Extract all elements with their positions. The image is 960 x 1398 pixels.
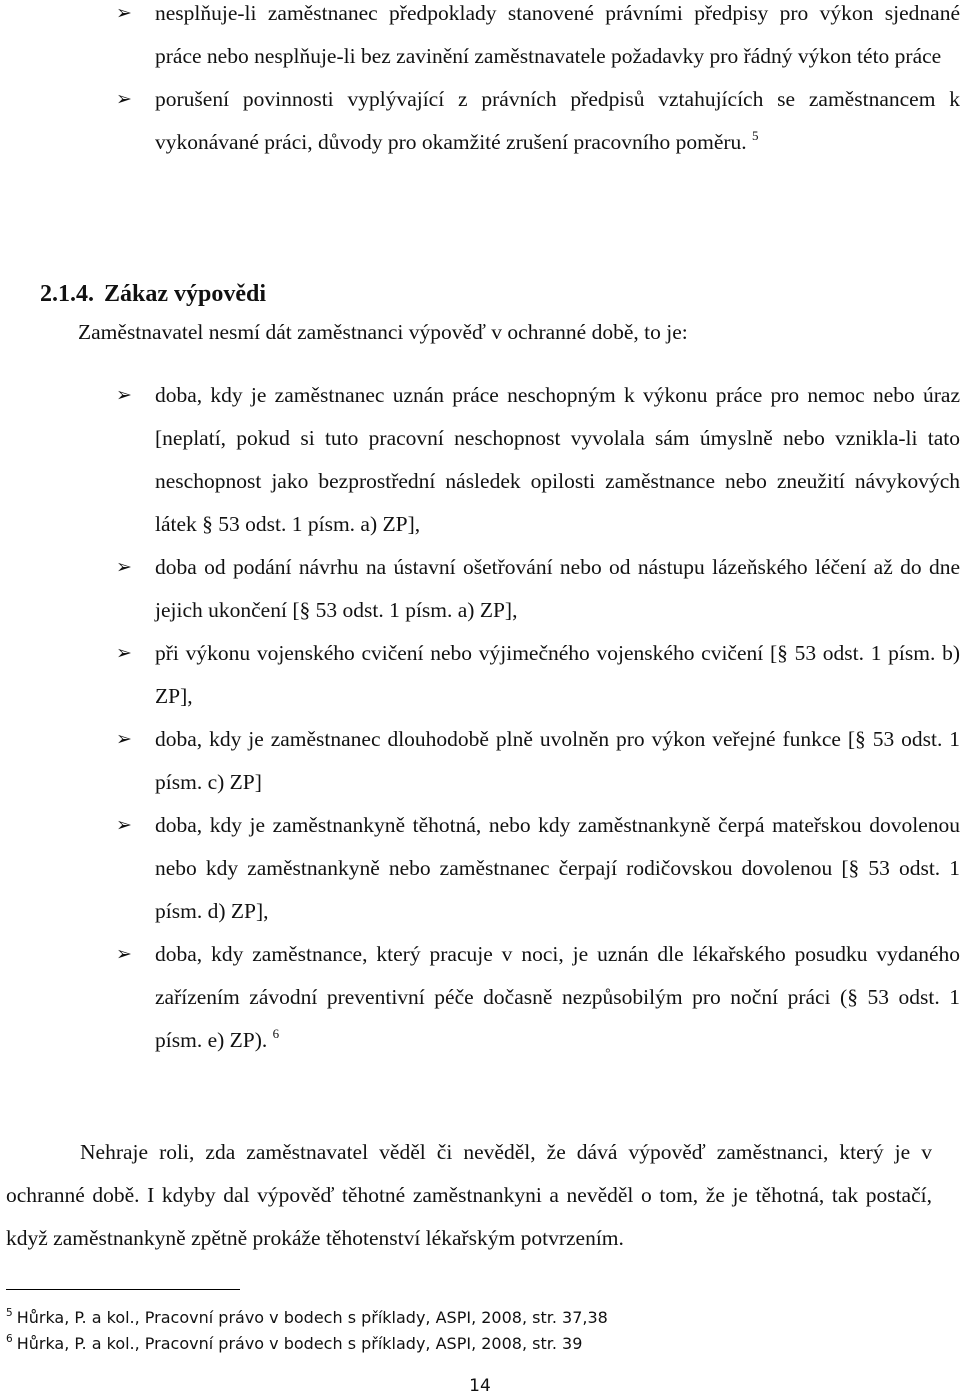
footnote (6, 1305, 906, 1331)
arrowhead-bullet-icon: ➢ (116, 384, 132, 406)
section-intro: Zaměstnavatel nesmí dát zaměstnanci výpověď v ochranné době, to je: (78, 320, 688, 344)
list-item (116, 374, 960, 546)
list-item-text: porušení povinnosti vyplývající z právních předpisů vztahujících se zaměstnancem k vykonávané práci, důvody pro okamžité zrušení pracovního poměru. (155, 87, 960, 154)
top-bullet-list (116, 0, 960, 164)
page-number: 14 (469, 1376, 491, 1396)
arrowhead-bullet-icon: ➢ (116, 2, 132, 24)
section-number: 2.1.4. (40, 281, 94, 307)
body-paragraph: Nehraje roli, zda zaměstnavatel věděl či nevěděl, že dává výpověď zaměstnanci, který je v ochranné době. I kdyby dal výpověď těhotné zaměstnankyni a nevěděl o tom, že je těhotná, tak postačí, když zaměstnankyně zpětně prokáže těhotenství lékařským potvrzením. (6, 1140, 932, 1250)
footnote-text: Hůrka, P. a kol., Pracovní právo v bodech s příklady, ASPI, 2008, str. 39 (16, 1334, 583, 1353)
arrowhead-bullet-icon: ➢ (116, 728, 132, 750)
section-heading (40, 274, 266, 314)
arrowhead-bullet-icon: ➢ (116, 943, 132, 965)
footnote-reference[interactable]: 6 (272, 1026, 280, 1041)
footnote-separator (6, 1289, 240, 1290)
footnote-mark: 5 (6, 1307, 13, 1319)
arrowhead-bullet-icon: ➢ (116, 556, 132, 578)
list-item-text: při výkonu vojenského cvičení nebo výjimečného vojenského cvičení [§ 53 odst. 1 písm. b) ZP], (155, 641, 960, 708)
list-item-text: doba, kdy je zaměstnanec dlouhodobě plně uvolněn pro výkon veřejné funkce [§ 53 odst. 1 písm. c) ZP] (155, 727, 960, 794)
list-item (116, 0, 960, 78)
footnotes (6, 1305, 906, 1357)
list-item-text: doba, kdy je zaměstnanec uznán práce neschopným k výkonu práce pro nemoc nebo úraz [neplatí, pokud si tuto pracovní neschopnost vyvolala sám úmyslně nebo vznikla-li tato neschopnost jako bezprostřední následek opilosti zaměstnance nebo zneužití návykových látek § 53 odst. 1 písm. a) ZP], (155, 383, 960, 536)
list-item-text: doba od podání návrhu na ústavní ošetřování nebo od nástupu lázeňského léčení až do dne jejich ukončení [§ 53 odst. 1 písm. a) ZP], (155, 555, 960, 622)
footnote-mark: 6 (6, 1333, 13, 1345)
footnote (6, 1331, 906, 1357)
protection-bullet-list (116, 374, 960, 1062)
arrowhead-bullet-icon: ➢ (116, 814, 132, 836)
list-item (116, 546, 960, 632)
list-item (116, 632, 960, 718)
footnote-text: Hůrka, P. a kol., Pracovní právo v bodech s příklady, ASPI, 2008, str. 37,38 (16, 1308, 608, 1327)
list-item (116, 718, 960, 804)
list-item (116, 933, 960, 1062)
list-item (116, 804, 960, 933)
arrowhead-bullet-icon: ➢ (116, 88, 132, 110)
section-title: Zákaz výpovědi (104, 281, 267, 307)
arrowhead-bullet-icon: ➢ (116, 642, 132, 664)
list-item-text: nesplňuje-li zaměstnanec předpoklady stanovené právními předpisy pro výkon sjednané práce nebo nesplňuje-li bez zavinění zaměstnavatele požadavky pro řádný výkon této práce (155, 1, 960, 68)
footnote-reference[interactable]: 5 (752, 128, 759, 143)
list-item (116, 78, 960, 164)
list-item-text: doba, kdy zaměstnance, který pracuje v noci, je uznán dle lékařského posudku vydaného zařízením závodní preventivní péče dočasně nezpůsobilým pro noční práci (§ 53 odst. 1 písm. e) ZP). (155, 942, 960, 1052)
list-item-text: doba, kdy je zaměstnankyně těhotná, nebo kdy zaměstnankyně čerpá mateřskou dovolenou nebo kdy zaměstnankyně nebo zaměstnanec čerpají rodičovskou dovolenou [§ 53 odst. 1 písm. d) ZP], (155, 813, 960, 923)
